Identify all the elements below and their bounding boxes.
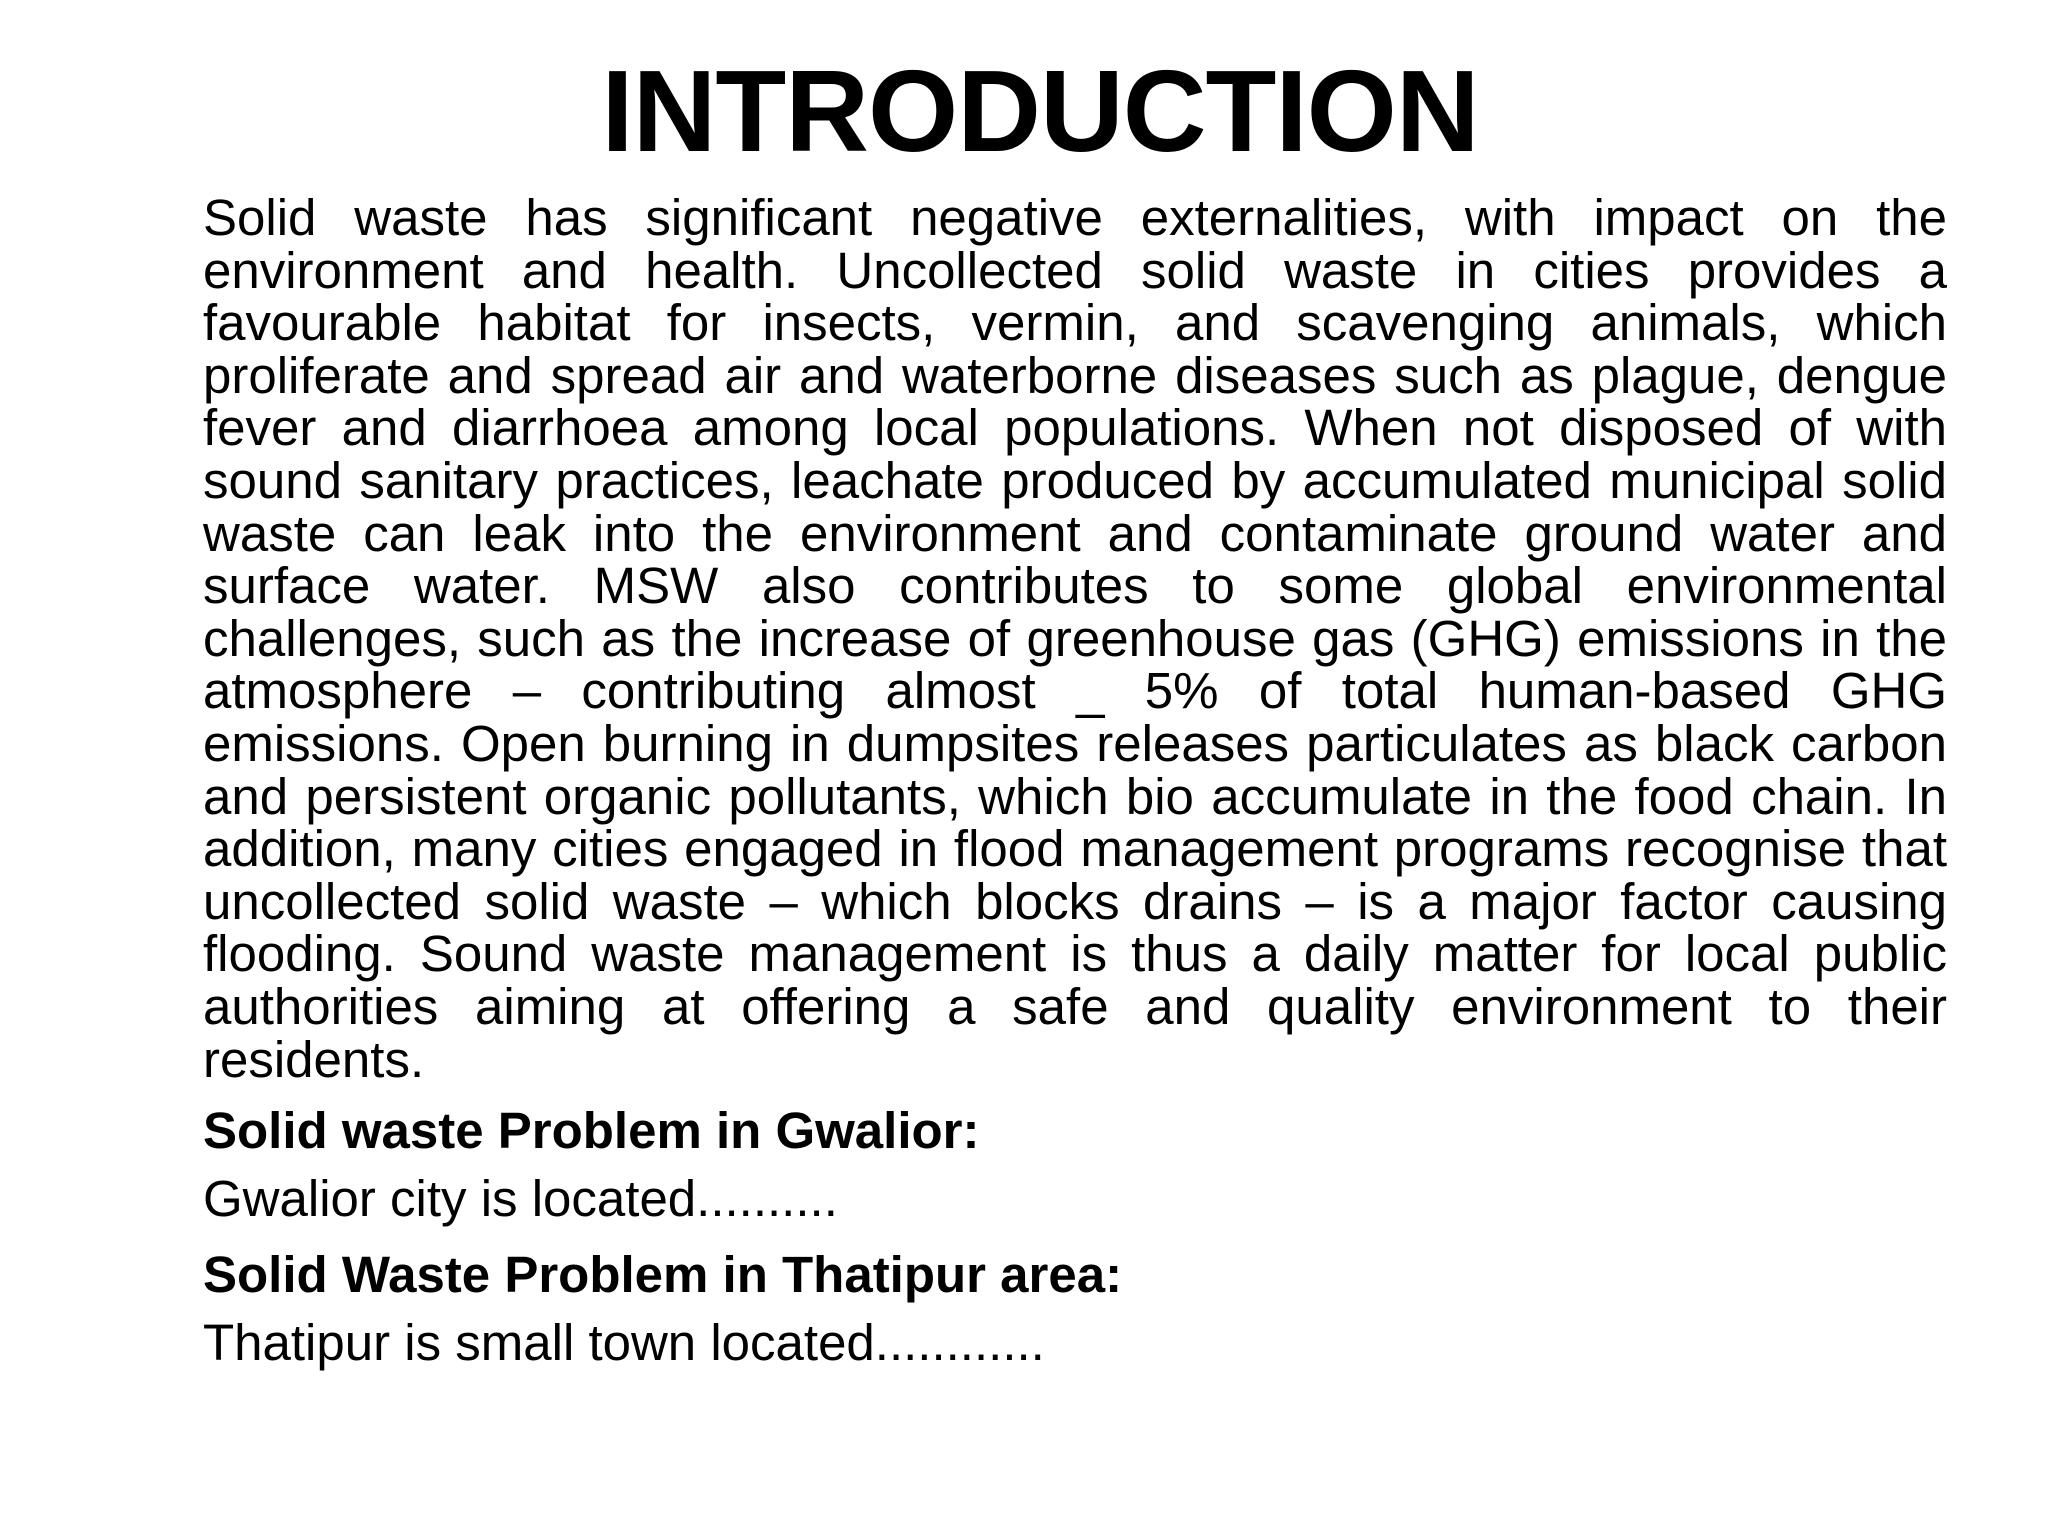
slide-content (203, 189, 1947, 1374)
gwalior-section-text: Gwalior city is located.......... (203, 1170, 838, 1228)
slide-title: INTRODUCTION (601, 46, 1479, 176)
thatipur-section-text: Thatipur is small town located............ (203, 1314, 1045, 1372)
gwalior-section-heading: Solid waste Problem in Gwalior: (203, 1102, 980, 1160)
intro-paragraph: Solid waste has significant negative externalities, with impact on the environment and health. Uncollected solid waste in cities provides a favourable habitat for insects, vermin, and scavenging animals, which proliferate and spread air and waterborne diseases such as plague, dengue fever and diarrhoea among local populations. When not disposed of with sound sanitary practices, leachate produced by accumulated municipal solid waste can leak into the environment and contaminate ground water and surface water. MSW also contributes to some global environmental challenges, such as the increase of greenhouse gas (GHG) emissions in the atmosphere – contributing almost _ 5% of total human-based GHG emissions. Open burning in dumpsites releases particulates as black carbon and persistent organic pollutants, which bio accumulate in the food chain. In addition, many cities engaged in flood management programs recognise that uncollected solid waste – which blocks drains – is a major factor causing flooding. Sound waste management is thus a daily matter for local public authorities aiming at offering a safe and quality environment to their residents. (203, 189, 1947, 1088)
thatipur-section-heading: Solid Waste Problem in Thatipur area: (203, 1246, 1123, 1304)
